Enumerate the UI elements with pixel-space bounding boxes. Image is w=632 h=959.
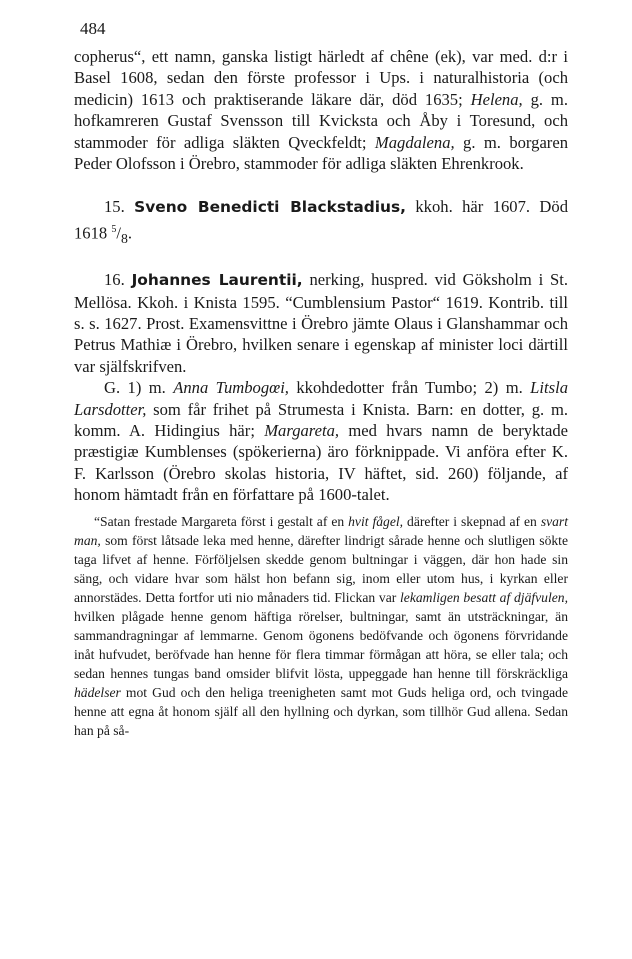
text-run: g. m. hofkamreren Gustaf Svensson till Kvicksta och Åby i Toresund, och stammoder för adliga släkten Qveckfeldt; — [74, 89, 568, 152]
italic-name-litsla: Litsla Larsdotter, — [74, 378, 568, 419]
paragraph-marriages — [74, 377, 568, 505]
entry-16 — [74, 269, 568, 377]
text-run: därefter i skepnad af en — [403, 513, 541, 529]
text-run: kkohdedotter från Tumbo; 2) m. — [288, 378, 531, 398]
entry-number: 15. — [104, 197, 125, 217]
text-run: med hvars namn de beryktade præstigiæ Kumblenses (spökerierna) äro förknippade. Vi anföra efter K. F. Karlsson (Örebro skolas historia, IV häftet, sid. 260) följande, af honom hämtadt från en författare på 1600-talet. — [74, 420, 569, 505]
italic-phrase: hvit fågel, — [348, 513, 404, 529]
entry-15: 15. Sveno Benedicti Blackstadius, kkoh. här 1607. Död 1618 $^5/_8$. — [74, 197, 569, 246]
italic-phrase: lekamligen besatt af djäfvulen, — [400, 589, 568, 605]
italic-name-margareta: Margareta, — [264, 420, 340, 440]
text-run: “Satan frestade Margareta först i gestalt af en — [94, 513, 349, 529]
entry-name: Sveno Benedicti Blackstadius, — [134, 198, 406, 217]
entry-number: 16. — [104, 270, 125, 290]
text-run: mot Gud och den heliga treenigheten samt mot Guds heliga ord, och tvingade henne att egna åt honom själf all den hyllning och dyrkan, som tillhör Gud allena. Sedan han på så- — [74, 684, 568, 738]
entry-name: Johannes Laurentii, — [131, 271, 303, 290]
italic-name-anna: Anna Tumbogœi, — [173, 378, 289, 398]
quote-text — [74, 512, 568, 740]
italic-name-helena: Helena, — [470, 89, 523, 109]
text-run: som får frihet på Strumesta i Knista. Barn: en dotter, g. m. komm. A. Hidingius här; — [74, 399, 568, 440]
text-run: som först låtsade leka med henne, därefter lindrigt sårade henne och slutligen sökte taga lifvet af henne. Förföljelsen skedde genom bultningar i väggen, där hon hade sin säng, och vidare hvar som hälst hon befann sig, inom eller utom hus, i kyrkan eller annorstädes. Detta fortfor uti nio månaders tid. Flickan var — [74, 532, 568, 605]
text-run: . — [127, 223, 133, 243]
fraction-numerator: 5 — [111, 223, 117, 235]
text-run: g. m. borgaren Peder Olofsson i Örebro, stammoder för adliga släkten Ehrenkrook. — [74, 132, 568, 174]
page-number: 484 — [80, 19, 106, 38]
text-run: kkoh. här 1607. Död 1618 — [74, 197, 569, 243]
fraction-denominator: 8 — [120, 230, 128, 246]
text-run: nerking, huspred. vid Göksholm i St. Mellösa. Kkoh. i Knista 1595. “Cumblensium Pastor“ 1619. Kontrib. till s. s. 1627. Prost. Examensvittne i Örebro jämte Olaus i Glanshammar och Petrus Mathiæ i Örebro, hvilken senare i egenskap af minister loci därtill var själfskrifven. — [74, 270, 568, 376]
text-run: copherus“, ett namn, ganska listigt härledt af chêne (ek), var med. d:r i Basel 1608, sedan den förste professor i Ups. i naturalhistoria (och medicin) 1613 och praktiserande läkare där, död 1635; — [74, 47, 568, 109]
italic-name-magdalena: Magdalena, — [374, 132, 455, 152]
italic-phrase: svart man, — [74, 513, 568, 548]
text-run: G. 1) m. — [104, 378, 174, 398]
paragraph-copherus — [74, 46, 568, 174]
italic-phrase: hädelser — [74, 684, 121, 700]
document-page — [74, 18, 568, 740]
block-quote — [74, 512, 568, 740]
text-run: hvilken plågade henne genom häftiga rörelser, bultningar, samt än utsträckningar, än sammandragningar af lemmarne. Genom ögonens bedöfvande och ögonens förvridande inåt hufvudet, beröfvade han henne för flera timmar förmågan att höra, se eller tala; och sedan hennes tungas band omsider blifvit lösta, uppeggade han henne till förskräckliga — [74, 608, 568, 681]
